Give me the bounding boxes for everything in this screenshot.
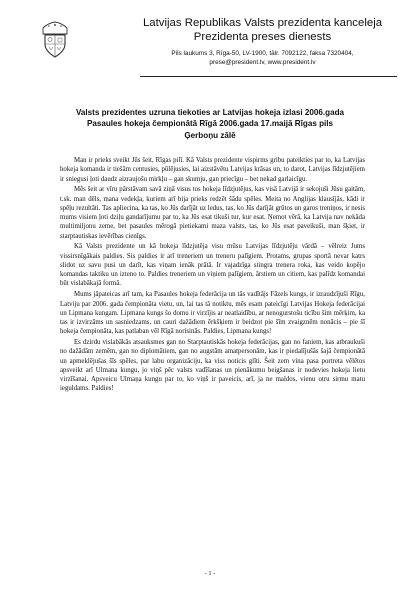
letterhead-address: Pils laukums 3, Rīga-50, LV-1900, tālr. 7092122, faksa 7320404, [171, 50, 354, 57]
paragraph: Man ir prieks sveikt Jūs šeit, Rīgas pilī. Kā Valsts prezidente vispirms gribu pateikties par to, ka Latvijas hokeja komanda ir tiešām centusies, pūlējusies, lai aizstāvētu Latvijas krāsas un, to darot, Latvijas līdzjutējiem ir sniegusi ļoti daudz aizraujošu mirkļu – gan skumju, gan priecīgu – bet nekad garlaicīgu. [60, 157, 365, 183]
paragraph: Mēs šeit ar vīru pārstāvam savā ziņā visus tos hokeja līdzjutējus, kas visā Latvijā ir sekojuši Jūsu gaitām, t.sk. man dēls, mana vedekļa, kuriem arī bija prieks redzēt šādu spēles. Meita no Anglijas klausījās, kādi ir spēļu rezultāti. Tas apliecina, ka tas, ko Jūs darījāt uz ledus, tas, ko Jūs darījāt grūtos un garos treniņos, ir nesis mums visiem ļoti dziļu gandarījumu par to, ka Jūs esat tikuši tur, kur esat. Ņemot vērā, ka Latvija nav nekāda multimiljonu zeme, bet pasaules mērogā pietiekami maza valsts, tas, ko Jūs esat paveikuši, man šķiet, ir starptautiskas ievērības cienīgs. [60, 186, 365, 240]
page-number: - 1 - [204, 570, 216, 577]
letterhead-department: Prezidenta preses dienests [193, 31, 332, 43]
speech-title [42, 107, 378, 141]
letterhead-divider [140, 76, 397, 77]
coat-of-arms-icon [40, 20, 70, 60]
letterhead [120, 16, 405, 67]
letterhead-contacts: prese@president.lv, www.president.lv [209, 59, 316, 66]
letterhead-office: Latvijas Republikas Valsts prezidenta kanceleja [142, 17, 383, 29]
paragraph: Mums jāpateicas arī tam, ka Pasaules hokeja federācija un tās vadītājs Fāzels kungs, ir izraudzījuši Rīgu, Latviju par 2006. gada čempionāta vietu, un, lai tas tā notiktu, mēs esam pateicīgi Latvijas Hokeja federācijai un Lipmana kungam. Lipmana kungs šo domu ir virzījis ar neatlaidību, ar nenogurstošu ticību šim mērķim, ka tas ir izvirzāms un sasniedzams, un cauri dažādiem ērkšķiem ir beidzot pie šīm zvaigznēm nonācis – pie šī hokeja čempionāta, kas patlaban vēl Rīgā norisinās. Paldies, Lipmana kungs! [60, 291, 365, 336]
speech-title-line: Valsts prezidentes uzruna tiekoties ar Latvijas hokeja izlasi 2006.gada [75, 108, 345, 117]
speech-body [60, 156, 365, 395]
speech-title-line: Ģerboņu zālē [184, 130, 236, 140]
speech-title-line: Pasaules hokeja čempionātā Rīgā 2006.gada 17.maijā Rīgas pils [86, 119, 334, 129]
paragraph: Kā Valsts prezidente un kā hokeja līdzjutēja visu mūsu Latvijas līdzjutēju vārdā – vēlreiz Jums vissirsnīgākais paldies. Sis paldies ir arī treneriem un treneru palīgiem. Protams, grupas sportā nevar katrs slidot uz savu pusi un darīt, kas viņam ienāk prātā. Ir vajadzīga stingra trenera roka, kas veido kopējo komandas taktiku un izteno to. Paldies treneriem un viņiem palīgiem, ārstiem un citiem, kas palīdz komandai būt vislabākajā formā. [60, 243, 365, 288]
paragraph: Es dzirdu vislabākās atsauksmes gan no Starptautiskās hokeja federācijas, gan no faniem, kas atbraukuši no dažādām zemēm, gan no diplomātiem, gan no augstām amatpersonām, kas ir piedalījušās šajā čempionātā un apmeklējušas šīs spēles, par labu organizāciju, ka viss noticis glīti. Šeit zem vina pasa portreta vēlētos apsveikt arī Ulmana kungu, jo viņš pēc valsts vadīšanas un pienākumu beigšanas ir nodevies hokeja lietu virzīšanai. Apsveicu Ulmaņa kungu par to, ko viņš ir paveicis, arī, ja ne maldos, vienu otru sirmu matu ieguldams. Paldies! [60, 339, 365, 393]
